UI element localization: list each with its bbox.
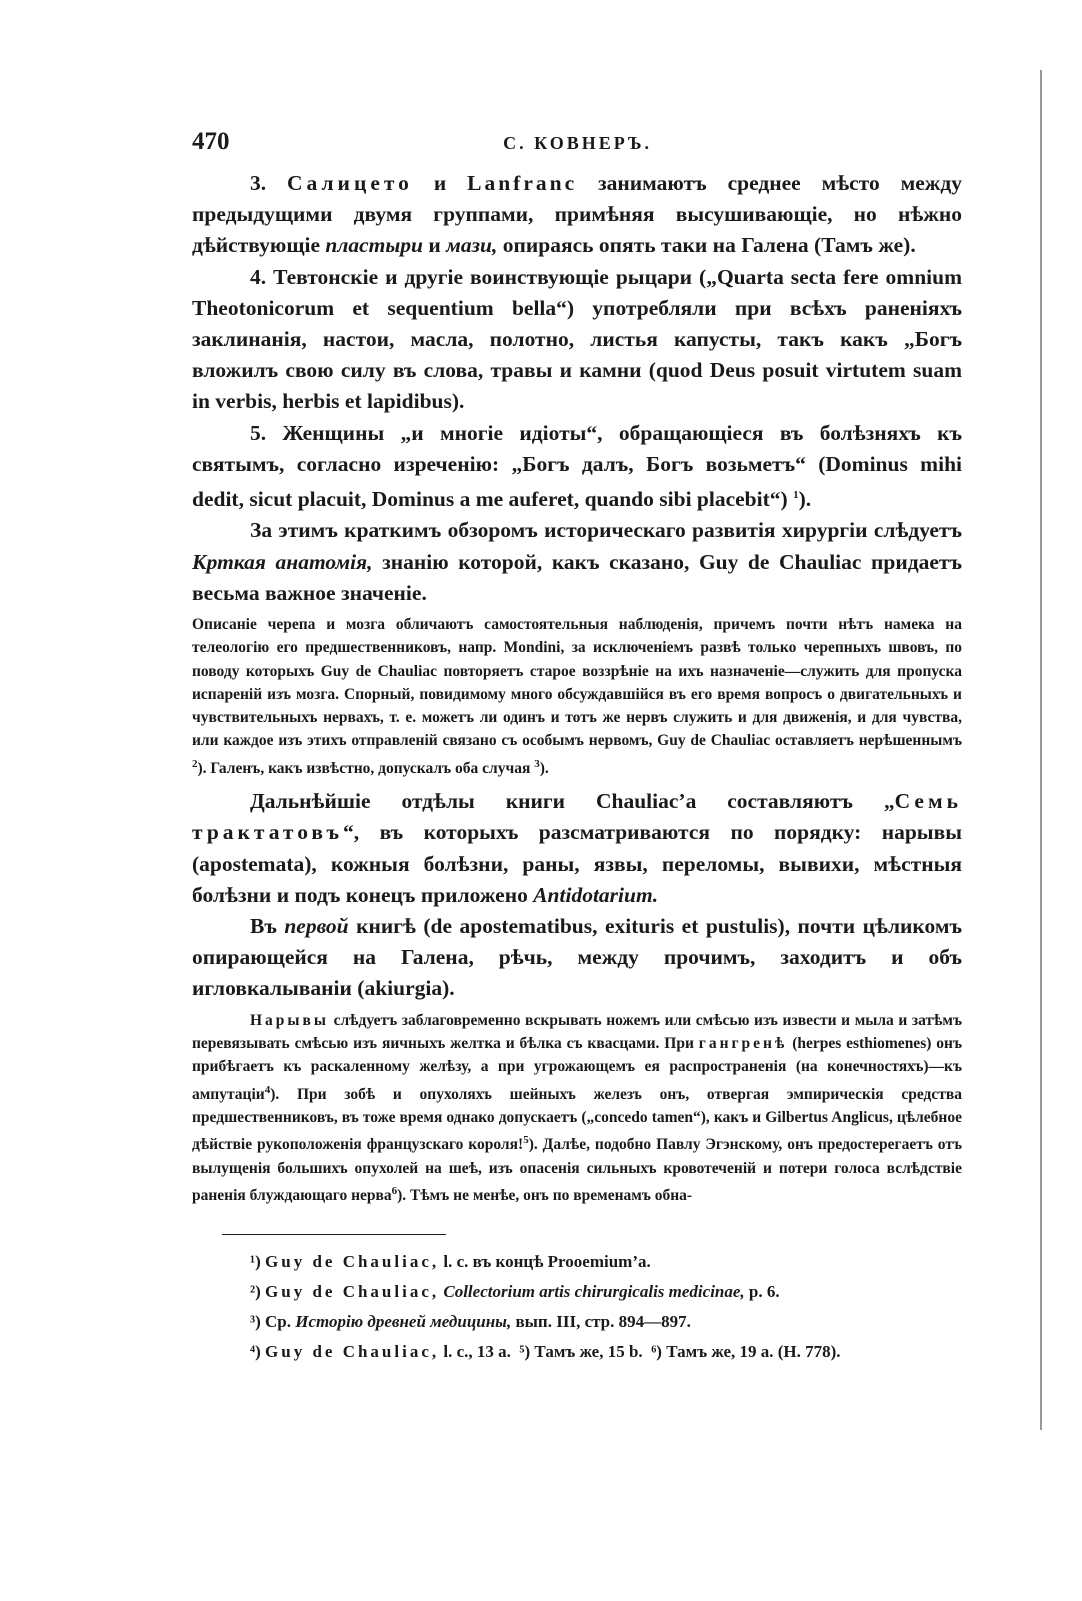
text-run: “, въ которыхъ разсматриваются по порядку: нарывы (apostemata), кожныя болѣзни, раны, язвы, переломы, вывихи, мѣстныя болѣзни и подъ конецъ приложено xyxy=(192,820,962,907)
footnote-ref: 3 xyxy=(534,757,540,770)
text-run: слѣдуетъ заблаговременно вскрывать ножемъ или смѣсью изъ извести и мыла и затѣмъ перевязывать смѣсью изъ яичныхъ желтка и бѣлка съ квасцами. При xyxy=(192,1011,962,1052)
page-header xyxy=(192,128,962,168)
footnote-ref: 5 xyxy=(523,1134,529,1147)
text-run: Описаніе черепа и мозга обличаютъ самостоятельныя наблюденія, причемъ почти нѣтъ намека на телеологію его предшественниковъ, напр. Mondini, за исключеніемъ развѣ только черепныхъ швовъ, по поводу которыхъ Guy de Chauliac повторяетъ старое воззрѣніе на ихъ назначеніе—служить для пропуска испареній изъ мозга. Спорный, повидимому много обсуждавшійся въ его время вопросъ о двигательныхъ и чувствительныхъ нервахъ, т. е. можетъ ли одинъ и тотъ же нервъ служить и для движенія, и для чувства, или каждое изъ этихъ отправленій связано съ особымъ нервомъ, Guy de Chauliac оставляетъ нерѣшеннымъ xyxy=(192,616,962,750)
text-run: знанію которой, какъ сказано, Guy de Chauliac придаетъ весьма важное значеніе. xyxy=(192,549,962,605)
footnote-author: Guy de Chauliac, xyxy=(265,1341,440,1361)
page-edge-line xyxy=(1040,70,1042,1430)
text-run: занимаютъ среднее мѣсто между предыдущими двумя группами, примѣняя высушивающіе, но нѣжно дѣйствующіе xyxy=(192,171,963,258)
spaced-term: гангренѣ xyxy=(698,1034,788,1052)
spaced-title: Семь трактатовъ xyxy=(192,789,962,845)
item-number: 3. xyxy=(250,171,267,195)
footnote-title: Исторію древней медицины, xyxy=(295,1311,512,1331)
text-run: За этимъ краткимъ обзоромъ историческаго развитія хирургіи слѣдуетъ xyxy=(250,518,962,543)
text-run: книгѣ (de apostematibus, exituris et pustulis), почти цѣликомъ опирающейся на Галена, рѣчь, между прочимъ, заходитъ и объ игловкалываніи (akiurgia). xyxy=(192,914,963,1001)
italic-term: первой xyxy=(284,914,349,939)
footnote-text: Ср. xyxy=(265,1311,291,1331)
small-print-abscess xyxy=(192,1009,962,1208)
text-run: ). Галенъ, какъ извѣстно, допускалъ оба случая xyxy=(197,759,531,777)
page xyxy=(192,128,962,1367)
footnote-1 xyxy=(250,1247,962,1277)
paragraph-4: 4. Тевтонскіе и другіе воинствующіе рыцари („Quarta secta fere omnium Theotonicorum et sequentium bella“) употребляли при всѣхъ раненіяхъ заклинанія, настои, масла, полотно, листья капусты, такъ какъ „Богъ вложилъ свою силу въ слова, травы и камни (quod Deus posuit virtutem suam in verbis, herbis et lapidibus). xyxy=(192,264,962,414)
footnote-text: l. c., 13 a. xyxy=(443,1341,511,1361)
footnote-mark: ¹) xyxy=(250,1251,261,1271)
footnote-ref: 1 xyxy=(793,489,799,502)
text-run: ). Тѣмъ не менѣе, онъ по временамъ обна- xyxy=(397,1187,693,1205)
spaced-term: Нарывы xyxy=(250,1011,330,1029)
conjunction: и xyxy=(428,233,441,258)
small-print-anatomy xyxy=(192,613,962,780)
paragraph-first-book xyxy=(192,911,962,1005)
text-run: ). Далѣе, подобно Павлу Эгэнскому, онъ предостерегаетъ отъ вылущенія большихъ опухолей на шеѣ, изъ опасенія сильныхъ кровотеченій и потери голоса вслѣдствіе раненія блуждающаго нерва xyxy=(192,1136,963,1205)
page-number: 470 xyxy=(192,128,230,155)
paragraph-3 xyxy=(192,168,962,262)
footnote-mark: ⁵) xyxy=(519,1341,531,1361)
paragraph-treatises xyxy=(192,786,962,911)
footnote-text: вып. III, стр. 894—897. xyxy=(515,1311,691,1331)
text-run: ). При зобѣ и опухоляхъ шейныхъ железъ онъ, отвергая эмпирическія средства предшественниковъ, въ тоже время однако допускаетъ („concedo tamen“), какъ и Gilbertus Anglicus, цѣлебное дѣйствіе рукоположенія французскаго короля! xyxy=(192,1085,962,1154)
footnote-rule xyxy=(222,1234,446,1235)
footnote-author: Guy de Chauliac, xyxy=(265,1251,440,1271)
paragraph-anatomy-intro xyxy=(192,515,962,609)
text-run: ). xyxy=(798,487,812,512)
italic-term: пластыри xyxy=(325,233,424,258)
footnote-author: Guy de Chauliac, xyxy=(265,1281,440,1301)
italic-term: Antidotarium. xyxy=(533,882,659,907)
text-run: ). xyxy=(539,759,549,777)
footnote-2 xyxy=(250,1277,962,1307)
footnote-mark: ⁶) xyxy=(651,1341,662,1361)
footnote-text: l. c. въ концѣ Prooemium’a. xyxy=(443,1251,651,1271)
text-run: опираясь опять таки на Галена (Тамъ же). xyxy=(502,233,916,258)
italic-term xyxy=(192,550,373,574)
text-run: (herpes esthiomenes) онъ прибѣгаетъ къ раскаленному желѣзу, а при угрожающемъ ея распространенія (на конечностяхъ)—къ ампутаціи xyxy=(192,1034,962,1103)
footnote-ref: 2 xyxy=(192,757,198,770)
footnote-title: Collectorium artis chirurgicalis medicinae, xyxy=(443,1281,745,1301)
footnote-ref: 4 xyxy=(264,1083,271,1096)
paragraph-5 xyxy=(192,418,962,516)
italic-term: мази, xyxy=(446,233,498,258)
text-run: Дальнѣйшіе отдѣлы книги Chauliac’a составляютъ „ xyxy=(250,789,895,814)
footnote-text: p. 6. xyxy=(748,1281,780,1301)
footnote-3 xyxy=(250,1307,962,1337)
italic-part: ткая анатомія, xyxy=(217,549,373,574)
footnote-text: Тамъ же, 19 a. (H. 778). xyxy=(666,1341,841,1361)
footnote-text: Тамъ же, 15 b. xyxy=(534,1341,643,1361)
italic-part: Кр xyxy=(192,549,218,574)
name-lanfranc: Lanfranc xyxy=(467,171,578,195)
text-run: Въ xyxy=(250,914,277,939)
text-run: 5. Женщины „и многіе идіоты“, обращающіеся въ болѣзняхъ къ святымъ, согласно изреченію: „Богъ далъ, Богъ возьметъ“ (Dominus mihi dedit, sicut placuit, Dominus a me auferet, quando sibi placebit“) xyxy=(192,420,962,512)
footnote-mark: ³) xyxy=(250,1311,261,1331)
running-title: С. КОВНЕРЪ. xyxy=(503,133,652,153)
name-salicetto: Салицето xyxy=(287,171,413,195)
footnotes xyxy=(250,1247,962,1367)
conjunction: и xyxy=(433,171,447,195)
footnote-4 xyxy=(250,1337,962,1367)
footnote-ref: 6 xyxy=(391,1185,398,1198)
footnote-mark: ²) xyxy=(250,1281,261,1301)
footnote-mark: ⁴) xyxy=(250,1341,261,1361)
